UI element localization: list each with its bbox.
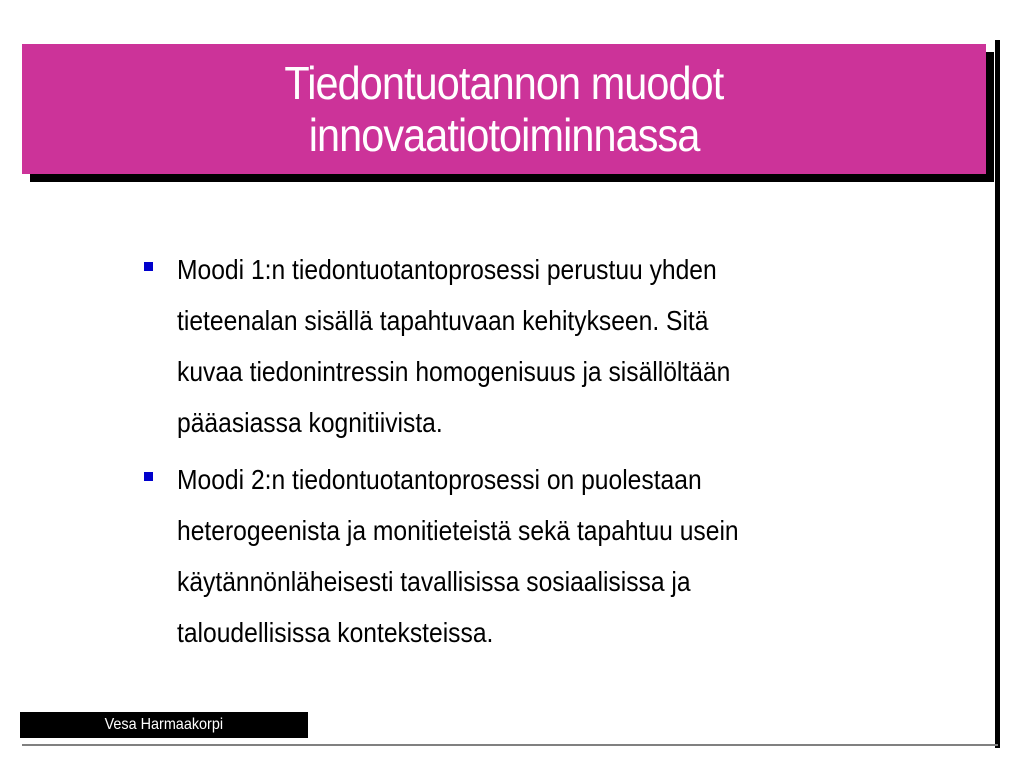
footer-author: Vesa Harmaakorpi <box>104 716 224 733</box>
slide-title-line-2: innovaatiotoiminnassa <box>308 109 700 161</box>
footer-author-box <box>20 712 308 738</box>
bullet-item-2 <box>140 454 970 658</box>
bullet-1-line-1: Moodi 1:n tiedontuotantoprosessi perustuu yhden <box>177 254 717 285</box>
slide-right-border <box>995 40 1000 748</box>
slide-title-box <box>22 44 986 174</box>
slide-title-line-1: Tiedontuotannon muodot <box>284 57 724 109</box>
bullet-2-line-2: heterogeenista ja monitieteistä sekä tapahtuu usein <box>177 515 739 546</box>
bullet-2-line-3: käytännönläheisesti tavallisissa sosiaalisissa ja <box>177 566 691 597</box>
bullet-1-line-3: kuvaa tiedonintressin homogenisuus ja sisällöltään <box>177 356 731 387</box>
bullet-item-1 <box>140 244 970 448</box>
slide-content <box>140 244 970 664</box>
bullet-2-line-1: Moodi 2:n tiedontuotantoprosessi on puolestaan <box>177 464 702 495</box>
bullet-square-icon <box>144 472 153 481</box>
slide-bottom-border <box>22 744 998 746</box>
bullet-1-line-2: tieteenalan sisällä tapahtuvaan kehitykseen. Sitä <box>177 305 709 336</box>
bullet-2-line-4: taloudellisissa konteksteissa. <box>177 617 494 648</box>
bullet-1-line-4: pääasiassa kognitiivista. <box>177 407 443 438</box>
bullet-square-icon <box>144 262 153 271</box>
